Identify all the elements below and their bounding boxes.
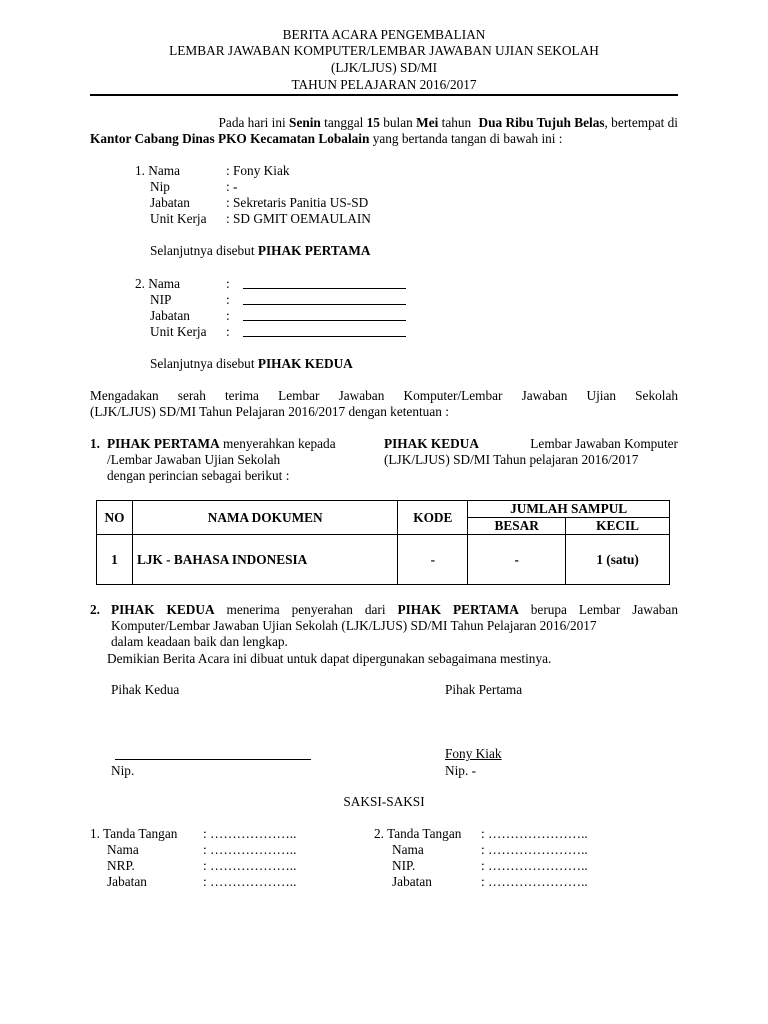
intro-line-1: Pada hari ini Senin tanggal 15 bulan Mei tahun Dua Ribu Tujuh Belas, bertempat di xyxy=(218,115,678,130)
party2-jabatan-blank xyxy=(243,320,406,321)
party2-nama-colon: : xyxy=(226,276,230,291)
party2-designation: Selanjutnya disebut PIHAK KEDUA xyxy=(150,356,353,371)
title-line-2: LEMBAR JAWABAN KOMPUTER/LEMBAR JAWABAN UJIAN SEKOLAH xyxy=(169,43,599,58)
witness1-nrp-value: : ……………….. xyxy=(203,858,297,873)
document-table xyxy=(96,500,670,585)
witness1-nama-value: : ……………….. xyxy=(203,842,297,857)
party1-unit-label: Unit Kerja xyxy=(150,211,207,226)
witness2-nip-label: NIP. xyxy=(392,858,416,873)
header-jumlah-sampul: JUMLAH SAMPUL xyxy=(468,501,670,518)
header-kode: KODE xyxy=(398,501,468,535)
signature-left-line xyxy=(115,759,311,760)
item1-line-2a: /Lembar Jawaban Ujian Sekolah xyxy=(107,452,281,467)
cell-no: 1 xyxy=(97,535,133,585)
party2-unit-label: Unit Kerja xyxy=(150,324,207,339)
party1-designation: Selanjutnya disebut PIHAK PERTAMA xyxy=(150,243,371,258)
cell-kecil: 1 (satu) xyxy=(566,535,670,585)
signature-right-nip: Nip. - xyxy=(445,763,477,778)
closing-statement: Demikian Berita Acara ini dibuat untuk dapat dipergunakan sebagaimana mestinya. xyxy=(107,651,552,666)
party1-jabatan-label: Jabatan xyxy=(150,195,190,210)
signature-right-title: Pihak Pertama xyxy=(445,682,523,697)
cell-besar: - xyxy=(468,535,566,585)
witness1-nama-label: Nama xyxy=(107,842,139,857)
party2-jabatan-label: Jabatan xyxy=(150,308,190,323)
party2-nip-blank xyxy=(243,304,406,305)
item2-line-3: dalam keadaan baik dan lengkap. xyxy=(111,634,288,649)
item2-line-1: PIHAK KEDUA menerima penyerahan dari PIHAK PERTAMA berupa Lembar Jawaban xyxy=(111,602,678,617)
intro-line-2: Kantor Cabang Dinas PKO Kecamatan Lobalain yang bertanda tangan di bawah ini : xyxy=(90,131,563,146)
witness2-nama-value: : ………………….. xyxy=(481,842,588,857)
witnesses-title: SAKSI-SAKSI xyxy=(343,794,425,809)
party1-jabatan-value: : Sekretaris Panitia US-SD xyxy=(226,195,369,210)
item1-line-2b: (LJK/LJUS) SD/MI Tahun pelajaran 2016/2017 xyxy=(384,452,639,467)
party2-nama-label: 2. Nama xyxy=(135,276,181,291)
cell-kode: - xyxy=(398,535,468,585)
party1-unit-value: : SD GMIT OEMAULAIN xyxy=(226,211,371,226)
party2-unit-blank xyxy=(243,336,406,337)
item1-line-1: PIHAK PERTAMA menyerahkan kepada xyxy=(107,436,336,451)
party2-nama-blank xyxy=(243,288,406,289)
header-divider xyxy=(90,94,678,96)
header-no: NO xyxy=(97,501,133,535)
witness1-jabatan-label: Jabatan xyxy=(107,874,147,889)
handover-line-1: Mengadakan serah terima Lembar Jawaban Komputer/Lembar Jawaban Ujian Sekolah xyxy=(90,388,678,403)
table-row xyxy=(97,535,670,585)
title-line-1: BERITA ACARA PENGEMBALIAN xyxy=(282,27,486,42)
witness2-tt-value: : ………………….. xyxy=(481,826,588,841)
witness1-jabatan-value: : ……………….. xyxy=(203,874,297,889)
witness2-nip-value: : ………………….. xyxy=(481,858,588,873)
witness1-tt-value: : ……………….. xyxy=(203,826,297,841)
witness1-nrp-label: NRP. xyxy=(107,858,135,873)
party1-nama-value: : Fony Kiak xyxy=(226,163,290,178)
title-line-3: (LJK/LJUS) SD/MI xyxy=(330,60,437,75)
header-besar: BESAR xyxy=(468,518,566,535)
party2-jabatan-colon: : xyxy=(226,308,230,323)
party2-unit-colon: : xyxy=(226,324,230,339)
item2-number: 2. xyxy=(90,602,100,617)
signature-left-title: Pihak Kedua xyxy=(111,682,180,697)
signature-right-name: Fony Kiak xyxy=(445,746,502,761)
signature-left-nip: Nip. xyxy=(111,763,135,778)
title-line-4: TAHUN PELAJARAN 2016/2017 xyxy=(291,77,477,92)
header-kecil: KECIL xyxy=(566,518,670,535)
party2-nip-colon: : xyxy=(226,292,230,307)
party1-nama-label: 1. Nama xyxy=(135,163,181,178)
item1-line-3: dengan perincian sebagai berikut : xyxy=(107,468,290,483)
item2-line-2: Komputer/Lembar Jawaban Ujian Sekolah (LJK/LJUS) SD/MI Tahun Pelajaran 2016/2017 xyxy=(111,618,597,633)
item1-line-1b: PIHAK KEDUA Lembar Jawaban Komputer xyxy=(384,436,678,451)
witness2-jabatan-value: : ………………….. xyxy=(481,874,588,889)
item1-number: 1. xyxy=(90,436,100,451)
witness2-nama-label: Nama xyxy=(392,842,424,857)
party1-nip-value: : - xyxy=(226,179,238,194)
handover-line-2: (LJK/LJUS) SD/MI Tahun Pelajaran 2016/2017 dengan ketentuan : xyxy=(90,404,449,419)
witness2-tt-label: 2. Tanda Tangan xyxy=(374,826,462,841)
witness2-jabatan-label: Jabatan xyxy=(392,874,432,889)
header-nama-dokumen: NAMA DOKUMEN xyxy=(132,501,397,535)
cell-nama: LJK - BAHASA INDONESIA xyxy=(132,535,397,585)
witness1-tt-label: 1. Tanda Tangan xyxy=(90,826,178,841)
party1-nip-label: Nip xyxy=(150,179,170,194)
party2-nip-label: NIP xyxy=(150,292,172,307)
